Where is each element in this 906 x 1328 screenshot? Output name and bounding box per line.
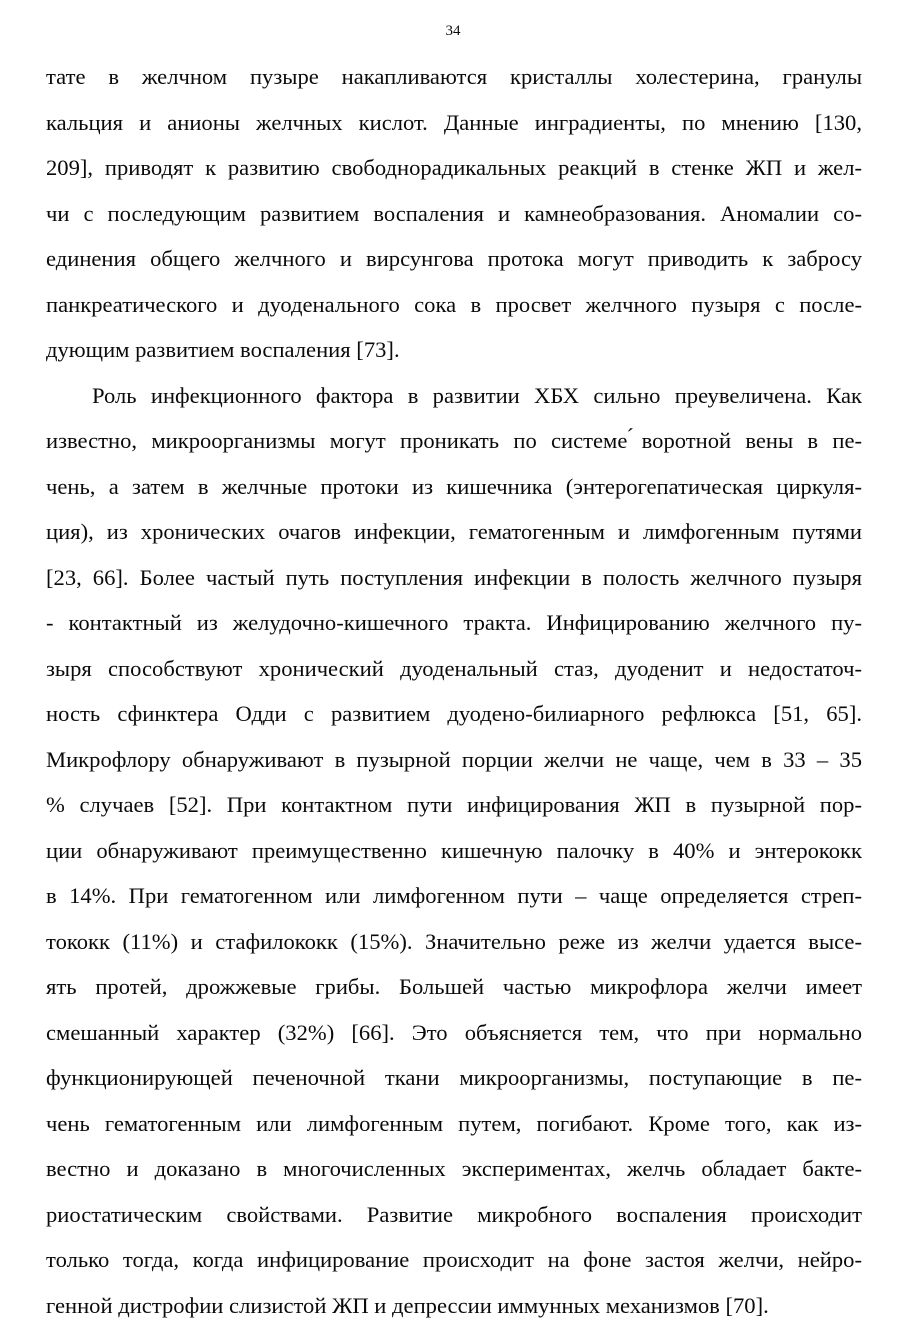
paragraph-2: [46, 373, 862, 1328]
text-line: % случаев [52]. При контактном пути инфицирования ЖП в пузырной пор-: [46, 782, 862, 828]
text-line: ять протей, дрожжевые грибы. Большей частью микрофлора желчи имеет: [46, 964, 862, 1010]
text-line: единения общего желчного и вирсунгова протока могут приводить к забросу: [46, 236, 862, 282]
text-line: генной дистрофии слизистой ЖП и депрессии иммунных механизмов [70].: [46, 1283, 862, 1328]
text-line: только тогда, когда инфицирование происходит на фоне застоя желчи, нейро-: [46, 1237, 862, 1283]
text-line: ность сфинктера Одди с развитием дуодено-билиарного рефлюкса [51, 65].: [46, 691, 862, 737]
text-body: [46, 54, 862, 1328]
text-line: в 14%. При гематогенном или лимфогенном пути – чаще определяется стреп-: [46, 873, 862, 919]
text-line: функционирующей печеночной ткани микроорганизмы, поступающие в пе-: [46, 1055, 862, 1101]
text-line: - контактный из желудочно-кишечного тракта. Инфицированию желчного пу-: [46, 600, 862, 646]
text-line: ции обнаруживают преимущественно кишечную палочку в 40% и энтерококк: [46, 828, 862, 874]
text-line: 209], приводят к развитию свободнорадикальных реакций в стенке ЖП и жел-: [46, 145, 862, 191]
text-line: панкреатического и дуоденального сока в просвет желчного пузыря с после-: [46, 282, 862, 328]
text-line: дующим развитием воспаления [73].: [46, 327, 862, 373]
text-line: риостатическим свойствами. Развитие микробного воспаления происходит: [46, 1192, 862, 1238]
text-line: кальция и анионы желчных кислот. Данные ингрaдиенты, по мнению [130,: [46, 100, 862, 146]
text-line: ция), из хронических очагов инфекции, гематогенным и лимфогенным путями: [46, 509, 862, 555]
text-line: зыря способствуют хронический дуоденальный стаз, дуоденит и недостаточ-: [46, 646, 862, 692]
text-line: вестно и доказано в многочисленных экспериментах, желчь обладает бакте-: [46, 1146, 862, 1192]
text-line: чень, а затем в желчные протоки из кишечника (энтерогепатическая циркуля-: [46, 464, 862, 510]
text-line: тате в желчном пузыре накапливаются кристаллы холестерина, гранулы: [46, 54, 862, 100]
page-number: 34: [0, 22, 906, 40]
text-line: чи с последующим развитием воспаления и камнеобразования. Аномалии со-: [46, 191, 862, 237]
text-line: известно, микроорганизмы могут проникать по системе ́воротной вены в пе-: [46, 418, 862, 464]
text-line: чень гематогенным или лимфогенным путем, погибают. Кроме того, как из-: [46, 1101, 862, 1147]
text-line: смешанный характер (32%) [66]. Это объясняется тем, что при нормально: [46, 1010, 862, 1056]
paragraph-1: [46, 54, 862, 373]
text-line: тококк (11%) и стафилококк (15%). Значительно реже из желчи удается высе-: [46, 919, 862, 965]
text-line: [23, 66]. Более частый путь поступления инфекции в полость желчного пузыря: [46, 555, 862, 601]
text-line: Роль инфекционного фактора в развитии ХБХ сильно преувеличена. Как: [46, 373, 862, 419]
text-line: Микрофлору обнаруживают в пузырной порции желчи не чаще, чем в 33 – 35: [46, 737, 862, 783]
